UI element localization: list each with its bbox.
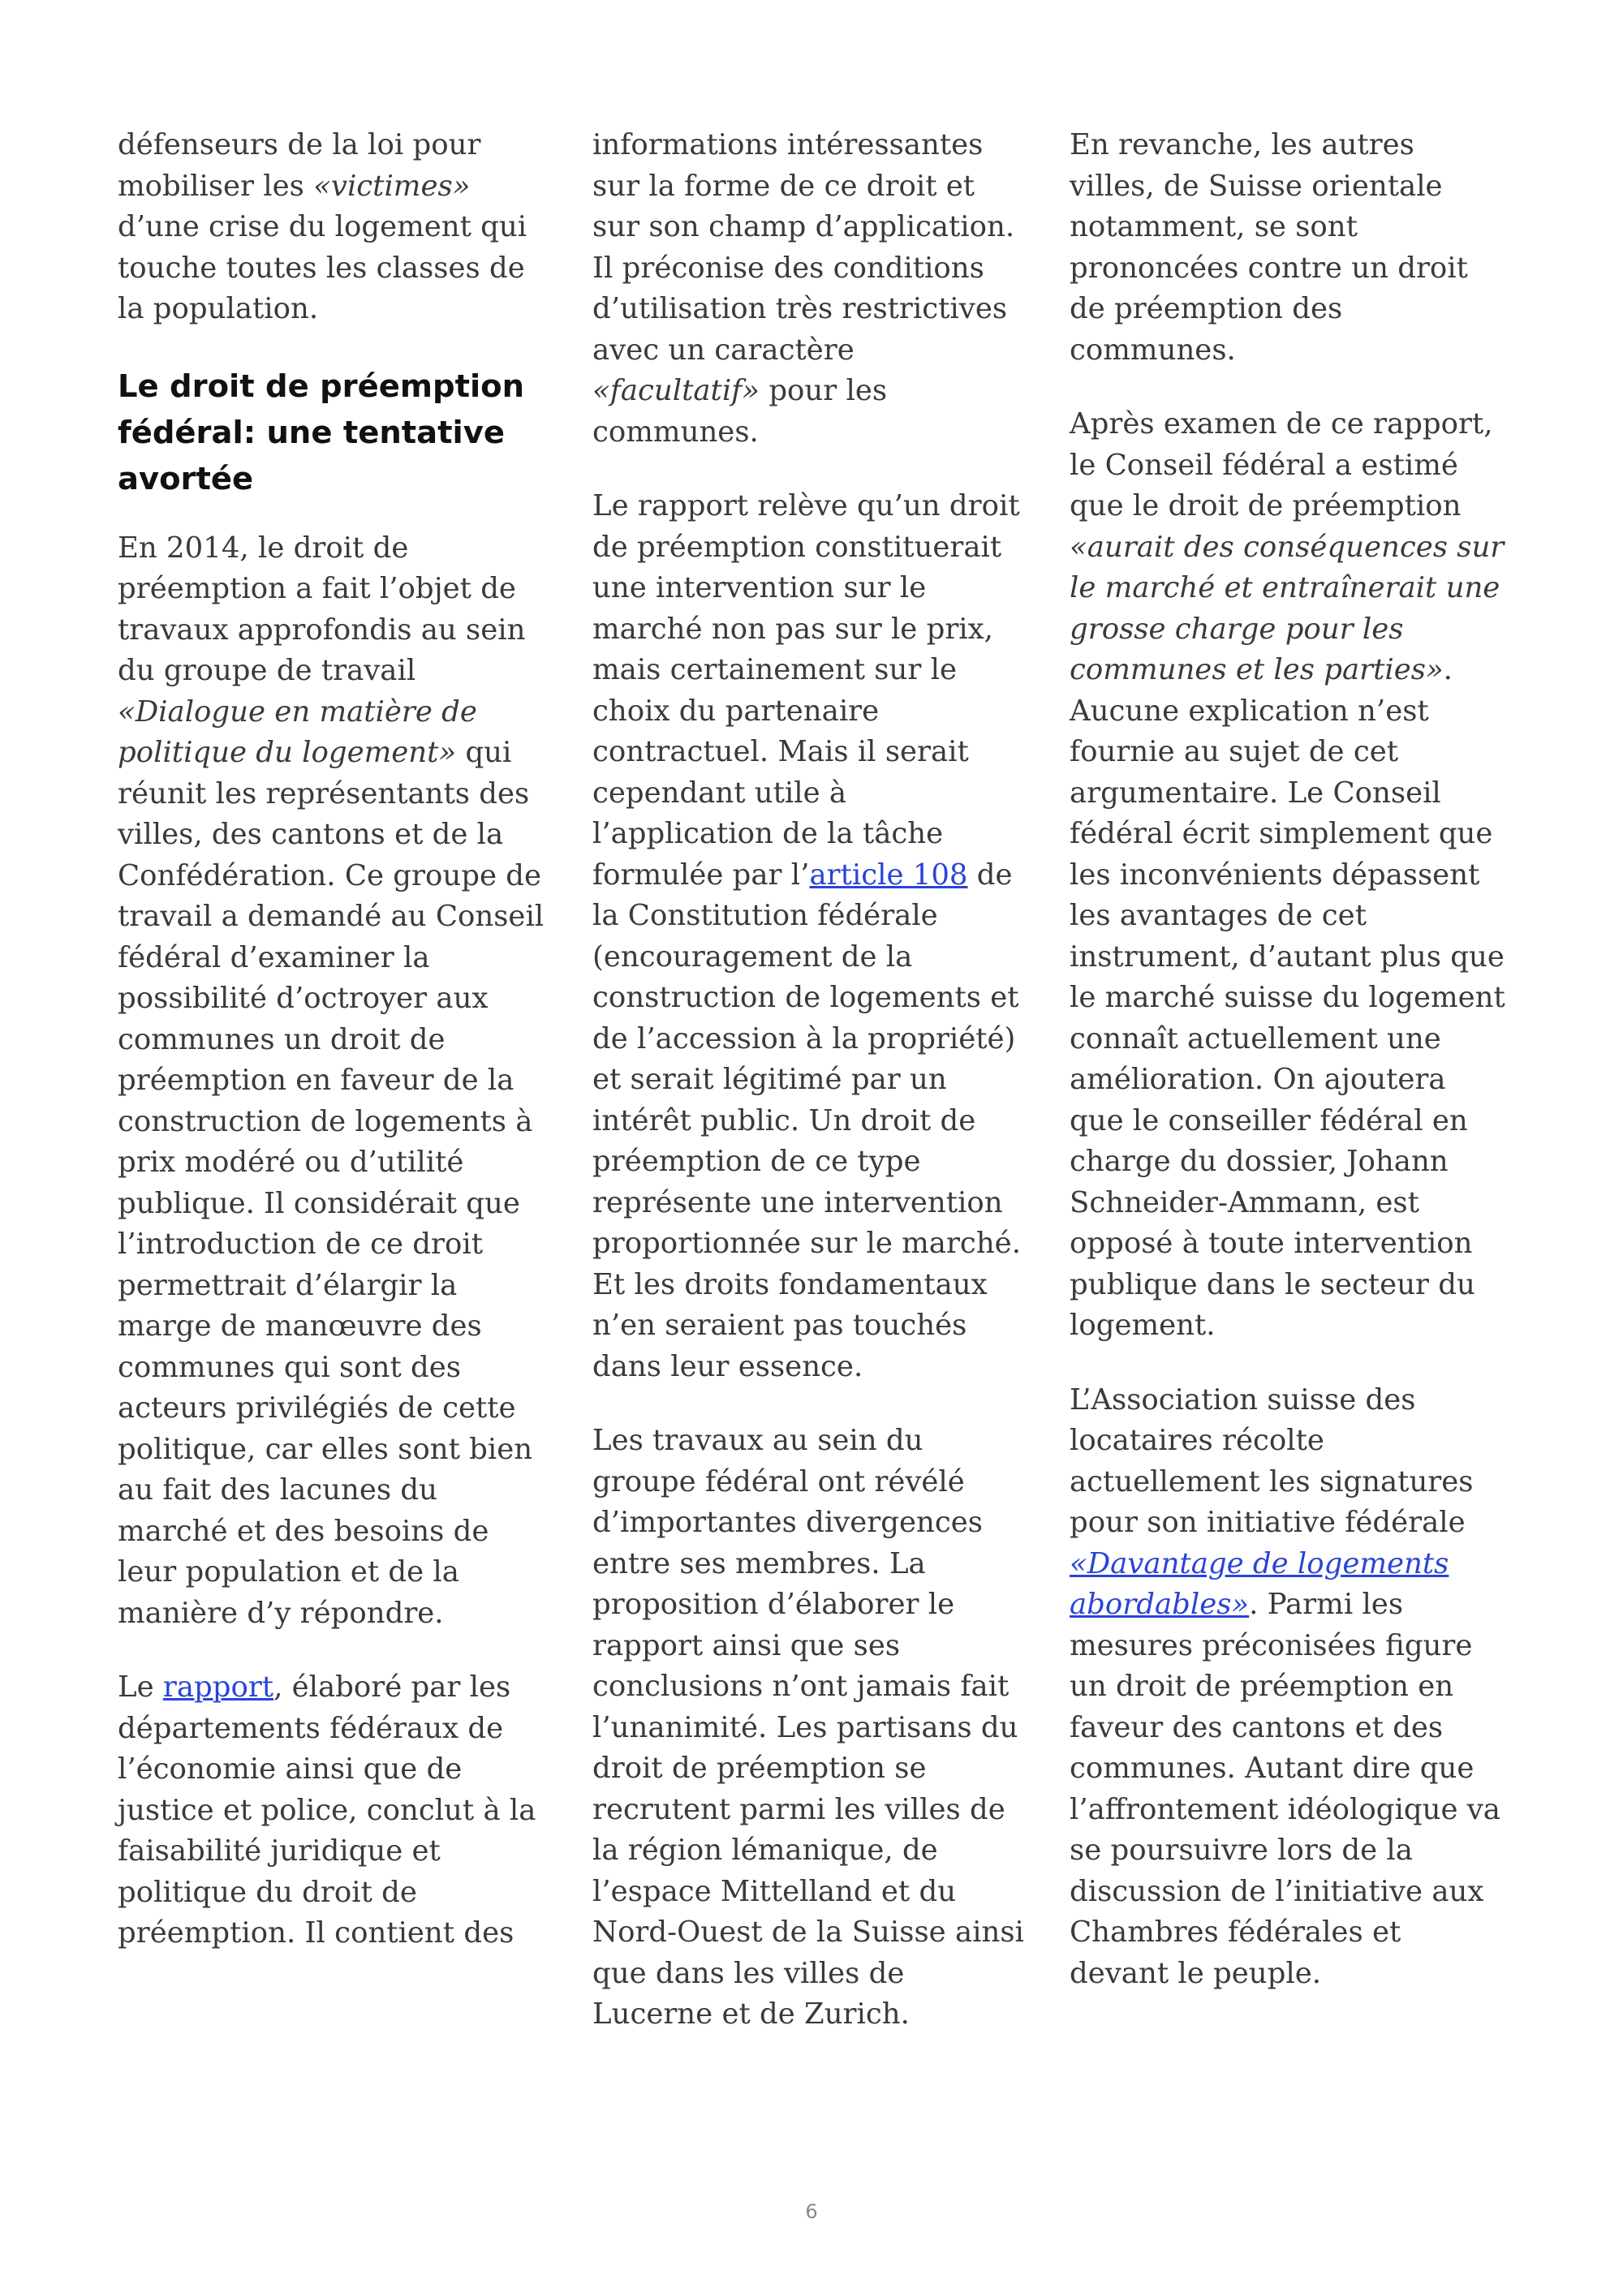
page-number: 6: [805, 2200, 818, 2223]
text: informations intéressantes sur la forme de ce droit et sur son champ d’application. Il préconise des conditions d’utilisation très restrictives avec un caractère: [592, 128, 1015, 367]
text: Le rapport relève qu’un droit de préemption constituerait une intervention sur le marché non pas sur le prix, mais certainement sur le choix du partenaire contractuel. Mais il serait cependant utile à l’application de la tâche formulée par l’: [592, 489, 1020, 892]
paragraph: [592, 125, 1031, 453]
text: pour les communes.: [592, 374, 888, 449]
text: Après examen de ce rapport, le Conseil fédéral a estimé que le droit de préemption: [1070, 407, 1493, 522]
quote: «Dialogue en matière de politique du logement»: [118, 694, 477, 769]
text: L’Association suisse des locataires récolte actuellement les signatures pour son initiative fédérale: [1070, 1382, 1474, 1539]
text: Le: [118, 1670, 163, 1704]
paragraph: Les travaux au sein du groupe fédéral ont révélé d’importantes divergences entre ses membres. La proposition d’élaborer le rapport ainsi que ses conclusions n’ont jamais fait l’unanimité. Les partisans du droit de préemption se recrutent parmi les villes de la région lémanique, de l’espace Mittelland et du Nord-Ouest de la Suisse ainsi que dans les villes de Lucerne et de Zurich.: [592, 1424, 1024, 2031]
quote: «victimes»: [313, 169, 471, 203]
column-3: [1070, 125, 1508, 2027]
paragraph: [118, 1667, 556, 1954]
quote: «aurait des conséquences sur le marché et entraînerait une grosse charge pour les communes et les parties»: [1070, 530, 1505, 686]
column-2: [592, 125, 1031, 2069]
paragraph: En revanche, les autres villes, de Suisse orientale notamment, se sont prononcées contre un droit de préemption des communes.: [1070, 128, 1468, 367]
text: qui réunit les représentants des villes, des cantons et de la Confédération. Ce groupe de travail a demandé au Conseil fédéral d’examiner la possibilité d’octroyer aux communes un droit de préemption en faveur de la construction de logements à prix modéré ou d’utilité publique. Il considérait que l’introduction de ce droit permettrait d’élargir la marge de manœuvre des communes qui sont des acteurs privilégiés de cette politique, car elles sont bien au fait des lacunes du marché et des besoins de leur population et de la manière d’y répondre.: [118, 736, 545, 1630]
initiative-link[interactable]: «Davantage de logements abordables»: [1070, 1546, 1449, 1621]
text: de la Constitution fédérale (encouragement de la construction de logements et de l’accession à la propriété) et serait légitimé par un intérêt public. Un droit de préemption de ce type représente une intervention proportionnée sur le marché. Et les droits fondamentaux n’en seraient pas touchés dans leur essence.: [592, 858, 1021, 1383]
section-heading: Le droit de préemption fédéral: une tentative avortée: [118, 368, 525, 497]
text: d’une crise du logement qui touche toutes les classes de la population.: [118, 210, 527, 325]
paragraph: [118, 528, 556, 1635]
paragraph: [592, 486, 1031, 1387]
text: , élaboré par les départements fédéraux de l’économie ainsi que de justice et police, conclut à la faisabilité juridique et politique du droit de préemption. Il contient des: [118, 1670, 536, 1950]
quote: «facultatif»: [592, 374, 760, 407]
text: En 2014, le droit de préemption a fait l’objet de travaux approfondis au sein du groupe de travail: [118, 531, 526, 687]
text: . Parmi les mesures préconisées figure un droit de préemption en faveur des cantons et des communes. Autant dire que l’affrontement idéologique va se poursuivre lors de la discussion de l’initiative aux Chambres fédérales et devant le peuple.: [1070, 1588, 1500, 1990]
paragraph: [1070, 1380, 1508, 1995]
paragraph: [1070, 404, 1508, 1347]
text: . Aucune explication n’est fournie au sujet de cet argumentaire. Le Conseil fédéral écrit simplement que les inconvénients dépassent les avantages de cet instrument, d’autant plus que le marché suisse du logement connaît actuellement une amélioration. On ajoutera que le conseiller fédéral en charge du dossier, Johann Schneider-Ammann, est opposé à toute intervention publique dans le secteur du logement.: [1070, 653, 1505, 1342]
article-108-link[interactable]: article 108: [809, 858, 968, 892]
rapport-link[interactable]: rapport: [162, 1670, 274, 1704]
text: défenseurs de la loi pour mobiliser les: [118, 128, 481, 203]
column-1: [118, 125, 556, 1988]
paragraph: [118, 125, 556, 330]
